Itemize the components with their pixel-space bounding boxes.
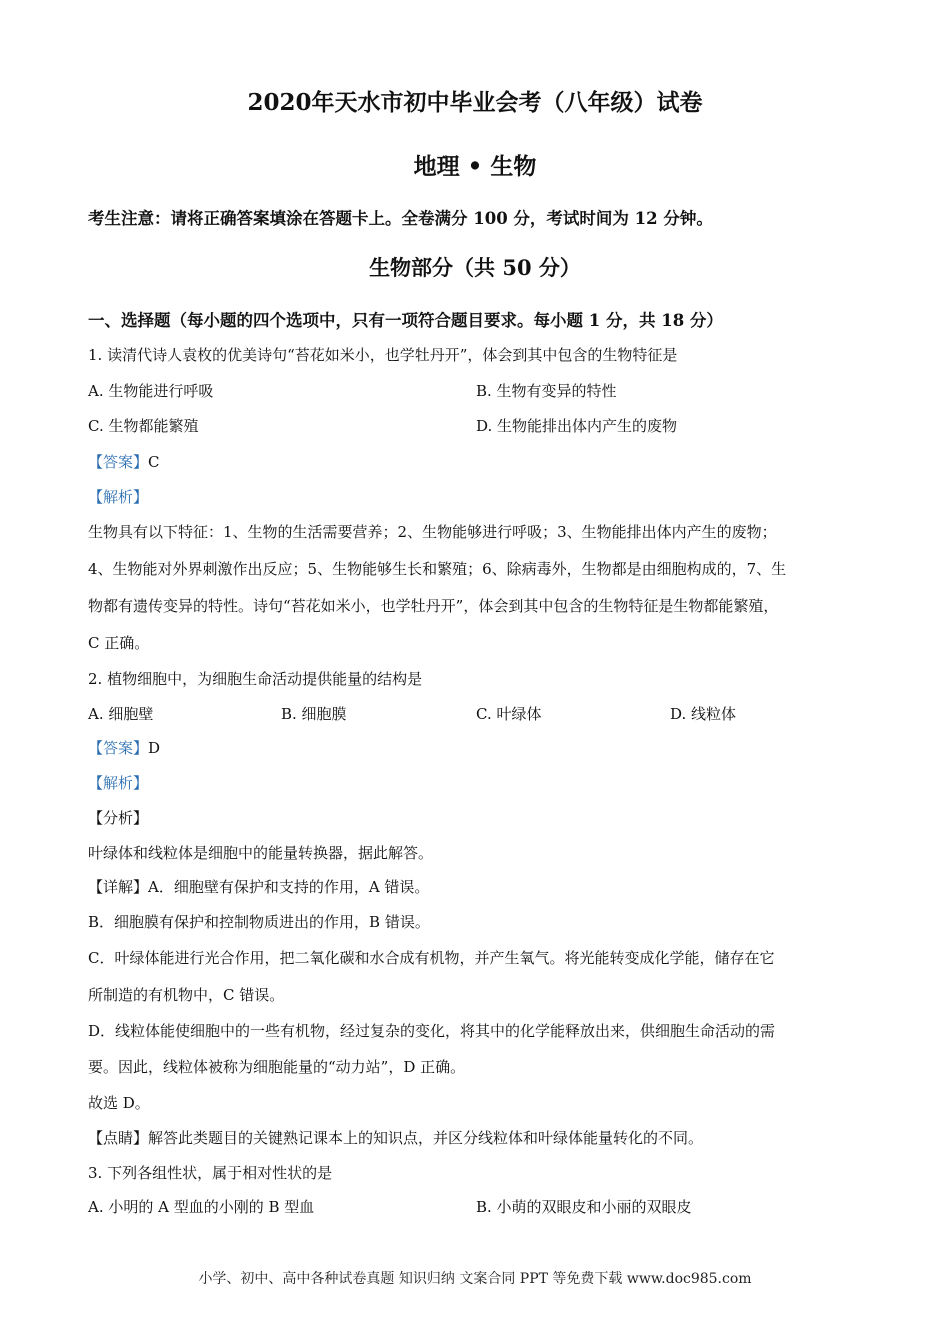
question-1-analysis-tag: 【解析】 xyxy=(88,488,149,506)
question-3-stem: 3. 下列各组性状，属于相对性状的是 xyxy=(88,1164,333,1182)
answer-value: D xyxy=(148,739,161,757)
question-1-analysis-line: C 正确。 xyxy=(88,634,150,652)
question-1-option-a: A. 生物能进行呼吸 xyxy=(88,382,214,400)
page-subtitle: 地理 • 生物 xyxy=(413,153,537,180)
question-2-analysis-line: C．叶绿体能进行光合作用，把二氧化碳和水合成有机物，并产生氧气。将光能转变成化学能，储存在它 xyxy=(88,949,775,967)
question-2-analysis-tag: 【解析】 xyxy=(88,774,149,792)
section-heading: 一、选择题（每小题的四个选项中，只有一项符合题目要求。每小题 1 分，共 18 分） xyxy=(88,311,723,330)
question-2-answer xyxy=(88,737,160,758)
question-3-option-b: B. 小萌的双眼皮和小丽的双眼皮 xyxy=(476,1198,692,1216)
question-2-analysis-line: 【详解】A．细胞壁有保护和支持的作用，A 错误。 xyxy=(88,878,430,896)
question-3-option-a: A. 小明的 A 型血的小刚的 B 型血 xyxy=(88,1198,315,1216)
answer-tag: 【答案】 xyxy=(88,739,149,757)
question-2-analysis-line: D．线粒体能使细胞中的一些有机物，经过复杂的变化，将其中的化学能释放出来，供细胞生命活动的需 xyxy=(88,1022,776,1040)
question-2-option-b: B. 细胞膜 xyxy=(281,705,347,723)
question-2-analysis-line: 故选 D。 xyxy=(88,1094,150,1112)
page-footer: 小学、初中、高中各种试卷真题 知识归纳 文案合同 PPT 等免费下载 www.doc985.com xyxy=(198,1271,752,1287)
question-1-option-b: B. 生物有变异的特性 xyxy=(476,382,617,400)
question-2-option-c: C. 叶绿体 xyxy=(476,705,542,723)
page-title: 2020年天水市初中毕业会考（八年级）试卷 xyxy=(247,89,703,116)
question-2-stem: 2. 植物细胞中，为细胞生命活动提供能量的结构是 xyxy=(88,670,423,688)
answer-tag: 【答案】 xyxy=(88,453,149,471)
question-1-stem: 1. 读清代诗人袁枚的优美诗句“苔花如米小，也学牡丹开”，体会到其中包含的生物特征是 xyxy=(88,346,678,364)
question-2-analysis-line: 叶绿体和线粒体是细胞中的能量转换器，据此解答。 xyxy=(88,844,434,862)
question-1-analysis-line: 生物具有以下特征：1、生物的生活需要营养；2、生物能够进行呼吸；3、生物能排出体内产生的废物； xyxy=(88,523,777,541)
question-2-analysis-line: 【点睛】解答此类题目的关键熟记课本上的知识点，并区分线粒体和叶绿体能量转化的不同。 xyxy=(88,1129,704,1147)
question-1-answer xyxy=(88,451,160,472)
question-2-option-a: A. 细胞壁 xyxy=(88,705,154,723)
answer-value: C xyxy=(148,453,160,471)
exam-notice: 考生注意：请将正确答案填涂在答题卡上。全卷满分 100 分，考试时间为 12 分钟。 xyxy=(88,209,713,228)
question-2-analysis-line: B．细胞膜有保护和控制物质进出的作用，B 错误。 xyxy=(88,913,430,931)
question-2-analysis-line: 所制造的有机物中，C 错误。 xyxy=(88,986,285,1004)
question-2-option-d: D. 线粒体 xyxy=(670,705,737,723)
question-1-analysis-line: 物都有遗传变异的特性。诗句“苔花如米小，也学牡丹开”，体会到其中包含的生物特征是生物都能繁殖， xyxy=(88,597,779,615)
question-2-fenxi-tag: 【分析】 xyxy=(88,809,149,827)
question-1-option-c: C. 生物都能繁殖 xyxy=(88,417,199,435)
question-1-option-d: D. 生物能排出体内产生的废物 xyxy=(476,417,678,435)
part-title: 生物部分（共 50 分） xyxy=(369,255,581,280)
question-1-analysis-line: 4、生物能对外界刺激作出反应；5、生物能够生长和繁殖；6、除病毒外，生物都是由细胞构成的，7、生 xyxy=(88,560,787,578)
question-2-analysis-line: 要。因此，线粒体被称为细胞能量的“动力站”，D 正确。 xyxy=(88,1058,466,1076)
